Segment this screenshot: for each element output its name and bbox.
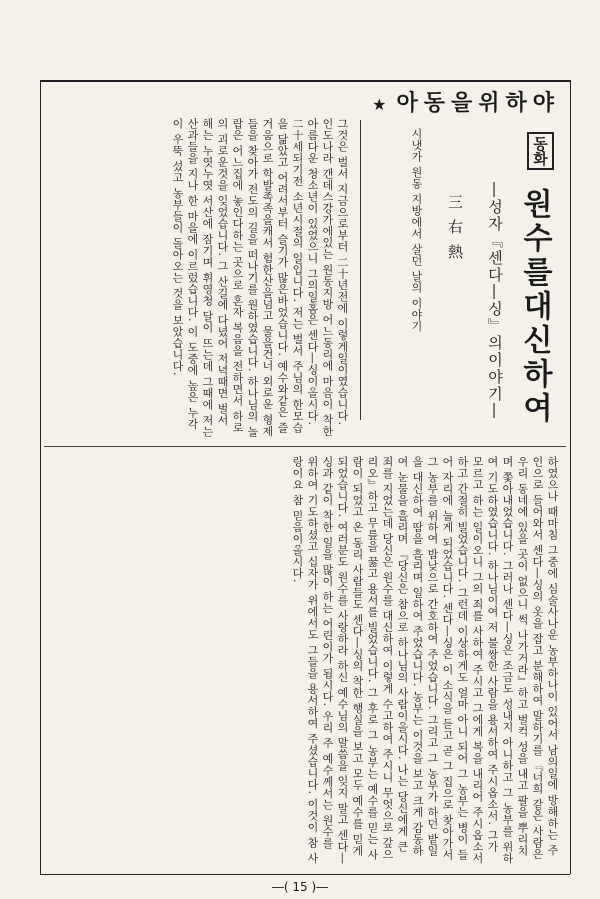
- page-number: ―( 15 )―: [271, 880, 329, 894]
- upper-body-text: 그것은 벌서 지금으로부터 二十년전에 이렇게일이였습니다. 인도나라 갠데스강가에있는 원동지방 어느동리에 마음이 착한 아름다운 청소년이 있었으니 그의일홈은 센다―싱이올시다. 二十세되기전 소년시절의 일입니다. 저는 벌서 주님의 한모습을 닮았고 어려서부터 슬기가 많은바었습니다. 예수와같은 즐거움으로 학발족족을캐서 험한산을넘고 물을건너 외로운 형제들을 찾아가 전도의 길을 떠나기를 원하였습니다. 하나님의 놀랍은 어느집에 놓인다하는 곳으로 혼자 복음을 전하면서 하로의 괴로운것을 잊었습니다. 그 산길에 다녔어 저녁때면 벌서 해는 누엿누엿 서산에 잠기며 휘영청 달이 뜨는데 그때에 저는 산과들을 지나 한 마을에 이르렀습니다. 이 도중에 높은 누각이 우뚝 섰고 농부들이 돌아오는 것을 보았습니다.: [171, 118, 349, 438]
- frame-right-line: [570, 80, 571, 874]
- frame-bottom-line: [40, 874, 570, 875]
- author-name: 三右熱: [446, 194, 464, 269]
- story-title: 원수를대신하여: [517, 188, 552, 426]
- upper-right-text: 시냇가 원동 지방에서 살던 날의 이야기: [410, 128, 423, 332]
- horizontal-divider: [44, 446, 566, 447]
- title-tag: 동화: [527, 132, 554, 170]
- frame-top-line: [40, 80, 570, 82]
- frame-left-line: [40, 80, 41, 874]
- column-label: [372, 86, 560, 117]
- lower-body-text: 하였으나 때마침 그중에 심술사나운 농부하나이 있어서 남의일에 방해하는 주인으로 들어와서 센다―싱의 옷을 잡고 분해하여 말하기를 『너희 같은 사람은 우리 동네에 있을 곳이 없으니 썩 나가거라』하고 벌컥 성을 내고 팔을 뿌리치며 쫓아내었습니다. 그러나 센다―싱은 조금도 성내지 아니하고 그 농부를 위하여 기도하였습니다. 하나님이여 저 불쌍한 사람을 용서하여 주시옵소서. 그가 모르고 하는 일이오니 그의 죄를 사하여 주시고 그에게 복을 내리어 주시옵소서 하고 간절히 빌었습니다. 그런데 이상하게도 얼마 아니 되어 그 농부는 병이 들어 자리에 눕게 되었습니다. 센다―싱은 이 소식을 듣고 곧 그 집으로 찾아가서 그 농부를 위하여 밤낮으로 간호하여 주었습니다. 그리고 그 농부가 하던 밭일을 대신하여 땀을 흘리며 일하여 주었습니다. 농부는 이것을 보고 크게 감동하여 눈물을 흘리며 『당신은 참으로 하나님의 사람이올시다. 나는 당신에게 큰 죄를 지었는데 당신은 원수를 대신하여 이렇게 수고하여 주시니 무엇으로 갚으리오』하고 무릎을 꿇고 용서를 빌었습니다. 그 후로 그 농부는 예수를 믿는 사람이 되었고 온 동리 사람들도 센다―싱의 착한 행실을 보고 모두 예수를 믿게 되었습니다. 여러분도 원수를 사랑하라 하신 예수님의 말씀을 잊지 말고 센다―싱과 같이 착한 일을 많이 하는 어린이가 됩시다. 우리 주 예수께서는 원수를 위하여 기도하셨고 십자가 위에서도 그들을 용서하여 주셨습니다. 이것이 참 사랑이요 참 믿음이올시다.: [291, 456, 559, 864]
- column-label-text: 아동을위하야: [396, 91, 560, 116]
- title-block: [430, 128, 562, 448]
- star-icon: ★: [372, 95, 393, 114]
- vertical-divider: [360, 120, 361, 420]
- story-subtitle: ―성자『센다―싱』의이야기―: [486, 182, 504, 420]
